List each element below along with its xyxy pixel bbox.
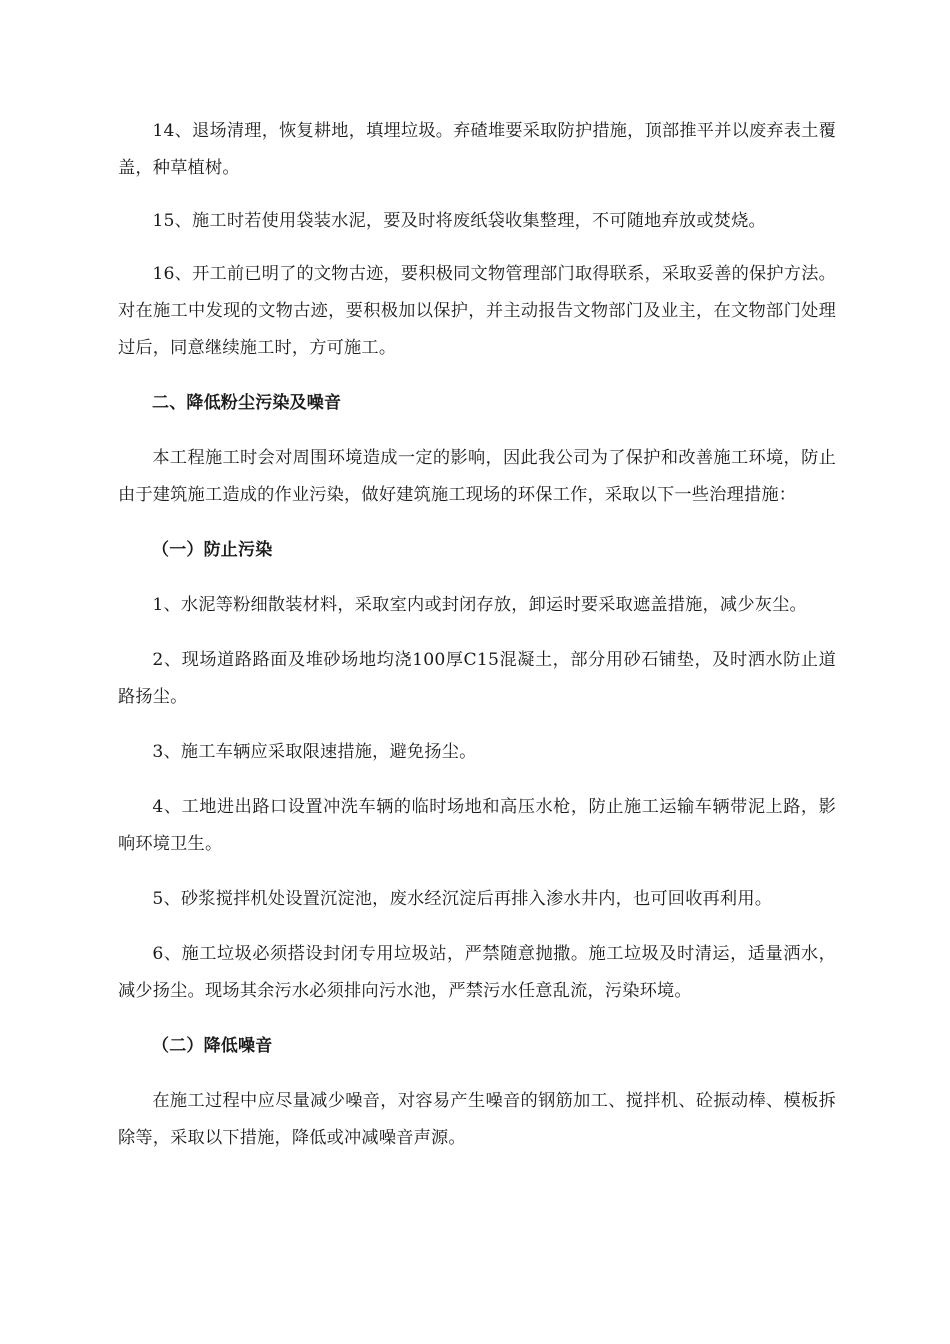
list-item-pollution-3: 3、施工车辆应采取限速措施，避免扬尘。 (152, 742, 477, 762)
list-item-pollution-5: 5、砂浆搅拌机处设置沉淀池，废水经沉淀后再排入渗水井内，也可回收再利用。 (152, 889, 773, 909)
paragraph-item-14: 14、退场清理，恢复耕地，填埋垃圾。弃碴堆要采取防护措施，顶部推平并以废弃表土覆盖，种草植树。 (118, 121, 836, 178)
paragraph-item-16: 16、开工前已明了的文物古迹，要积极同文物管理部门取得联系，采取妥善的保护方法。对在施工中发现的文物古迹，要积极加以保护，并主动报告文物部门及业主，在文物部门处理过后，同意继续施工时，方可施工。 (118, 264, 836, 358)
noise-intro-paragraph: 在施工过程中应尽量减少噪音，对容易产生噪音的钢筋加工、搅拌机、砼振动棒、模板拆除等，采取以下措施，降低或冲减噪音声源。 (118, 1091, 836, 1148)
subsection-heading-reduce-noise: （二）降低噪音 (152, 1036, 273, 1056)
section-intro-paragraph: 本工程施工时会对周围环境造成一定的影响，因此我公司为了保护和改善施工环境，防止由于建筑施工造成的作业污染，做好建筑施工现场的环保工作，采取以下一些治理措施： (118, 448, 836, 505)
list-item-pollution-6: 6、施工垃圾必须搭设封闭专用垃圾站，严禁随意抛撒。施工垃圾及时清运，适量洒水，减少扬尘。现场其余污水必须排向污水池，严禁污水任意乱流，污染环境。 (118, 944, 836, 1001)
list-item-pollution-1: 1、水泥等粉细散装材料，采取室内或封闭存放，卸运时要采取遮盖措施，减少灰尘。 (152, 595, 807, 615)
section-heading-reduce-dust-noise: 二、降低粉尘污染及噪音 (152, 393, 342, 413)
list-item-pollution-2: 2、现场道路路面及堆砂场地均浇100厚C15混凝土，部分用砂石铺垫，及时洒水防止道路扬尘。 (118, 650, 836, 707)
document-body (118, 113, 836, 1157)
subsection-heading-prevent-pollution: （一）防止污染 (152, 540, 273, 560)
list-item-pollution-4: 4、工地进出路口设置冲洗车辆的临时场地和高压水枪，防止施工运输车辆带泥上路，影响环境卫生。 (118, 797, 836, 854)
paragraph-item-15: 15、施工时若使用袋装水泥，要及时将废纸袋收集整理，不可随地弃放或焚烧。 (152, 211, 766, 231)
